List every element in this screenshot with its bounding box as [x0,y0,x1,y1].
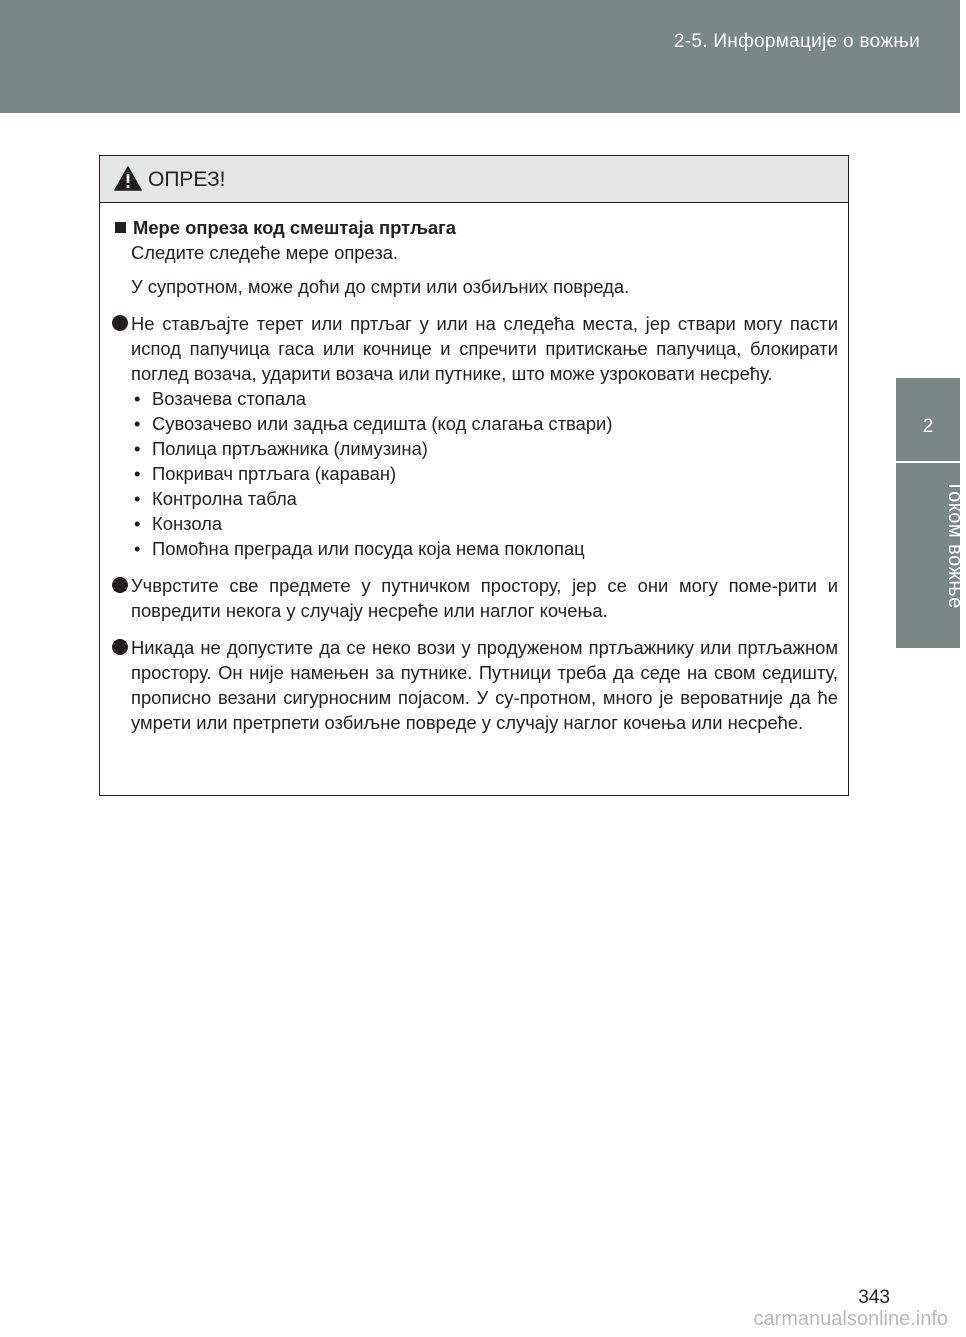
location-list-item [131,386,838,411]
caution-body [100,203,848,735]
list-marker: • [134,388,141,409]
list-marker: • [134,538,141,559]
list-marker: • [134,513,141,534]
location-list-item [131,411,838,436]
caution-bullet [112,311,838,561]
round-bullet-icon [112,639,128,655]
location-list-item [131,436,838,461]
location-list-item [131,461,838,486]
chapter-label: Током вожње [944,480,966,609]
location-item-text: Полица пртљажника (лимузина) [152,438,428,459]
location-item-text: Сувозачево или задња седишта (код слагања ствари) [152,413,613,434]
watermark: carmanualsonline.info [753,1308,948,1330]
list-marker: • [134,463,141,484]
caution-bullet-text: Не стављајте терет или пртљаг у или на следећа места, јер ствари могу пасти испод папучица гаса или кочнице и спречити притискање папучица, блокирати поглед возача, ударити возача или путнике, што може узроковати несрећу. [131,313,838,384]
list-marker: • [134,438,141,459]
section-heading-text: Мере опреза код смештаја пртљага [133,217,457,238]
caution-bullet [112,635,838,735]
caution-bullet [112,573,838,623]
round-bullet-icon [112,577,128,593]
section-header-title: 2-5. Информације о вожњи [673,31,920,52]
caution-box [99,155,849,796]
location-list [131,386,838,561]
caution-bullet-text: Учврстите све предмете у путничком простору, јер се они могу поме-рити и повредити некога у случају несреће или наглог кочења. [131,575,838,621]
warning-triangle-icon [114,166,142,191]
section-heading [112,215,838,240]
list-marker: • [134,413,141,434]
location-item-text: Возачева стопала [152,388,307,409]
caution-header [100,156,848,203]
location-list-item [131,536,838,561]
page-number: 343 [858,1287,890,1308]
caution-title: ОПРЕЗ! [148,168,226,191]
location-item-text: Покривач пртљага (караван) [152,463,397,484]
chapter-number: 2 [922,416,934,437]
chapter-side-tab[interactable] [896,378,966,648]
location-list-item [131,486,838,511]
caution-bullet-text: Никада не допустите да се неко вози у продуженом пртљажнику или пртљажном простору. Он није намењен за путнике. Путници треба да седе на свом седишту, прописно везани сигурносним појасом. У су-протном, много је вероватније да ће умрети или претрпети озбиљне повреде у случају наглог кочења или несреће. [131,637,838,733]
location-item-text: Конзола [152,513,223,534]
location-item-text: Контролна табла [152,488,297,509]
location-list-item [131,511,838,536]
intro-warning: У супротном, може доћи до смрти или озбиљних повреда. [131,276,630,297]
location-item-text: Помоћна преграда или посуда која нема поклопац [152,538,585,559]
square-bullet-icon [115,222,126,233]
intro-instruction: Следите следеће мере опреза. [131,242,399,263]
header-band [0,0,960,113]
chapter-tab-divider [896,461,960,463]
round-bullet-icon [112,315,128,331]
list-marker: • [134,488,141,509]
